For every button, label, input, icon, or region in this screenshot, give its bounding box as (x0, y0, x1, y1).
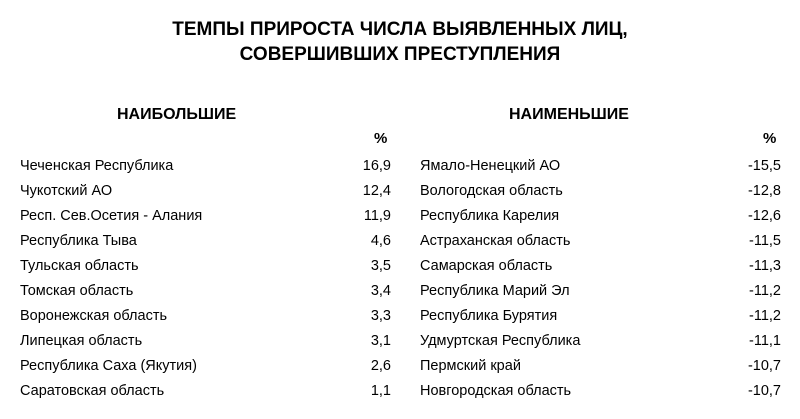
region-name: Тульская область (20, 258, 139, 274)
region-name: Удмуртская Республика (420, 333, 581, 349)
growth-value: 3,4 (370, 283, 391, 299)
unit-label-right: % (763, 130, 777, 147)
table-row (20, 229, 391, 254)
heading-highest: НАИБОЛЬШИЕ (117, 106, 237, 123)
growth-value: -11,2 (749, 308, 781, 324)
growth-value: 3,3 (370, 308, 391, 324)
table-row (20, 304, 391, 329)
table-row (420, 204, 781, 229)
table-row (420, 379, 781, 404)
table-row (420, 179, 781, 204)
table-row (420, 254, 781, 279)
table-row (20, 154, 391, 179)
unit-label-left: % (374, 130, 388, 147)
table-row (20, 254, 391, 279)
region-name: Вологодская область (420, 183, 563, 199)
growth-value: -12,6 (747, 208, 781, 224)
table-row (420, 279, 781, 304)
table-row (20, 329, 391, 354)
lowest-growth-table (420, 154, 781, 404)
page-title-line-1: ТЕМПЫ ПРИРОСТА ЧИСЛА ВЫЯВЛЕННЫХ ЛИЦ, (172, 19, 628, 40)
region-name: Республика Карелия (420, 208, 560, 224)
growth-value: 11,9 (363, 208, 391, 224)
region-name: Ямало-Ненецкий АО (420, 158, 561, 174)
region-name: Самарская область (420, 258, 553, 274)
table-row (20, 179, 391, 204)
growth-value: -11,5 (749, 233, 781, 249)
growth-value: -11,2 (749, 283, 781, 299)
region-name: Воронежская область (20, 308, 168, 324)
table-row (20, 204, 391, 229)
growth-value: -10,7 (747, 358, 781, 374)
region-name: Республика Саха (Якутия) (20, 358, 197, 374)
growth-value: 2,6 (370, 358, 391, 374)
table-row (20, 379, 391, 404)
region-name: Саратовская область (20, 383, 165, 399)
region-name: Липецкая область (20, 333, 143, 349)
growth-value: -12,8 (747, 183, 781, 199)
growth-value: 3,5 (370, 258, 391, 274)
table-row (420, 329, 781, 354)
growth-value: 3,1 (370, 333, 391, 349)
table-row (420, 154, 781, 179)
growth-value: 12,4 (362, 183, 391, 199)
region-name: Астраханская область (420, 233, 571, 249)
table-row (420, 304, 781, 329)
growth-value: -11,3 (749, 258, 781, 274)
table-row (420, 229, 781, 254)
growth-value: 16,9 (362, 158, 391, 174)
region-name: Республика Бурятия (420, 308, 558, 324)
page-title-line-2: СОВЕРШИВШИХ ПРЕСТУПЛЕНИЯ (239, 44, 561, 65)
region-name: Республика Марий Эл (420, 283, 570, 299)
table-row (420, 354, 781, 379)
growth-value: -10,7 (747, 383, 781, 399)
highest-growth-table (20, 154, 391, 404)
table-row (20, 279, 391, 304)
region-name: Чукотский АО (20, 183, 113, 199)
growth-value: -15,5 (747, 158, 781, 174)
region-name: Томская область (20, 283, 134, 299)
growth-value: -11,1 (749, 333, 781, 349)
growth-value: 1,1 (370, 383, 391, 399)
region-name: Новгородская область (420, 383, 572, 399)
growth-value: 4,6 (370, 233, 391, 249)
region-name: Пермский край (420, 358, 521, 374)
region-name: Респ. Сев.Осетия - Алания (20, 208, 203, 224)
table-row (20, 354, 391, 379)
heading-lowest: НАИМЕНЬШИЕ (509, 106, 629, 123)
region-name: Республика Тыва (20, 233, 137, 249)
region-name: Чеченская Республика (20, 158, 174, 174)
